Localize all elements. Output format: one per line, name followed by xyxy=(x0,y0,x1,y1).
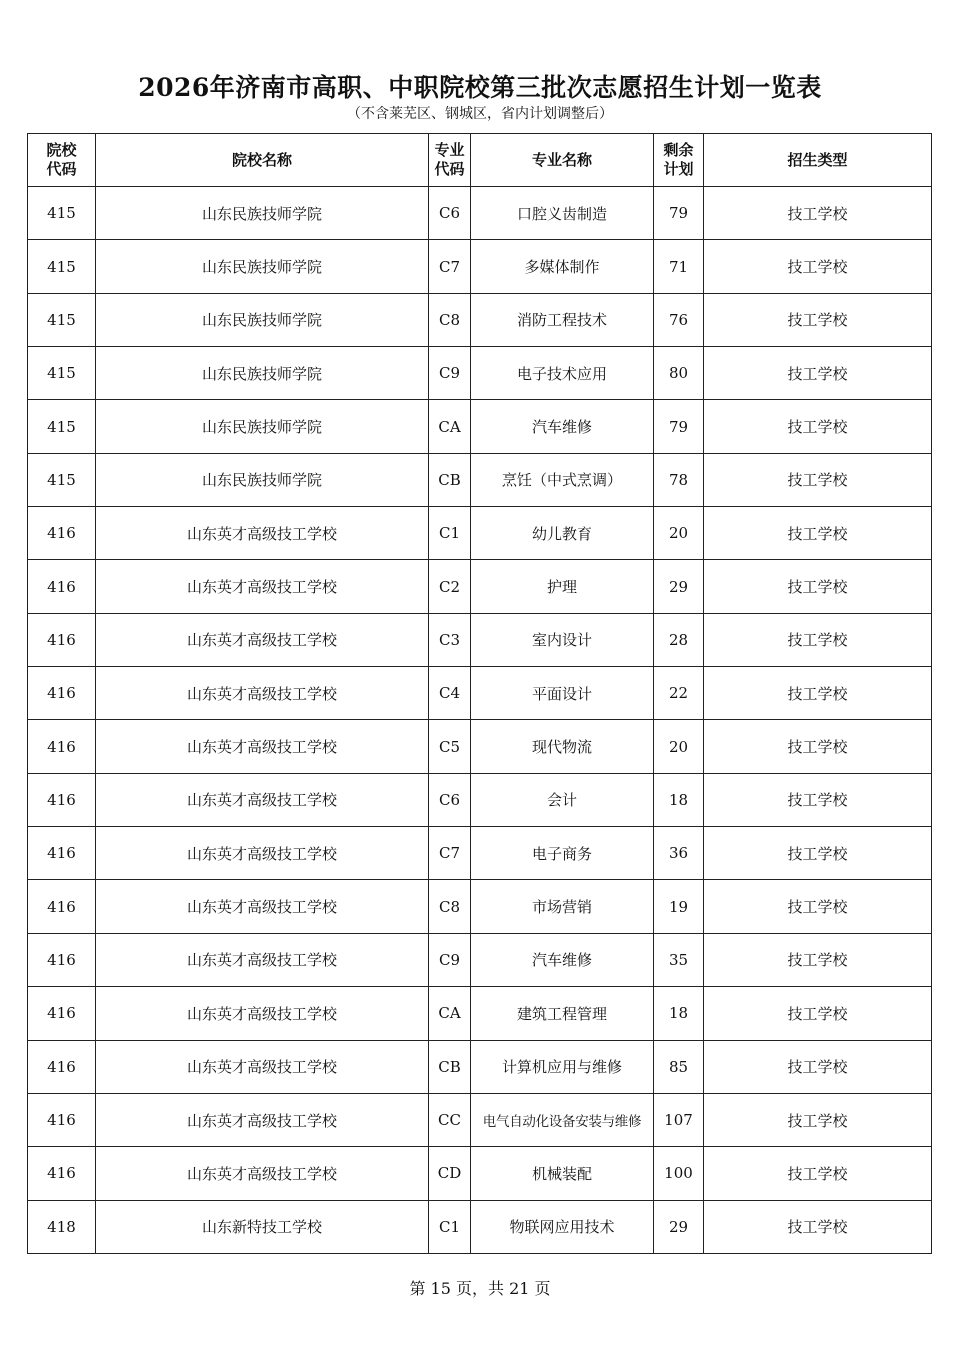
header-major-code: 专业 代码 xyxy=(429,134,471,187)
school-code-cell: 416 xyxy=(28,1147,96,1200)
school-code-cell: 416 xyxy=(28,507,96,560)
major-code-cell: CB xyxy=(429,1040,471,1093)
table-row xyxy=(28,720,932,773)
school-code-cell: 418 xyxy=(28,1200,96,1253)
remaining-plan-cell: 35 xyxy=(654,933,704,986)
enrollment-type-cell: 技工学校 xyxy=(704,1200,932,1253)
school-code-cell: 416 xyxy=(28,1093,96,1146)
table-row xyxy=(28,1093,932,1146)
major-name-cell: 计算机应用与维修 xyxy=(471,1040,654,1093)
table-row xyxy=(28,187,932,240)
major-code-cell: C6 xyxy=(429,773,471,826)
school-name-cell: 山东英才高级技工学校 xyxy=(96,613,429,666)
remaining-plan-cell: 107 xyxy=(654,1093,704,1146)
remaining-plan-cell: 80 xyxy=(654,347,704,400)
enrollment-plan-table xyxy=(27,133,932,1254)
major-name-cell: 平面设计 xyxy=(471,667,654,720)
major-name-cell: 口腔义齿制造 xyxy=(471,187,654,240)
school-code-cell: 416 xyxy=(28,933,96,986)
enrollment-type-cell: 技工学校 xyxy=(704,240,932,293)
enrollment-type-cell: 技工学校 xyxy=(704,347,932,400)
school-name-cell: 山东民族技师学院 xyxy=(96,187,429,240)
school-name-cell: 山东英才高级技工学校 xyxy=(96,773,429,826)
remaining-plan-cell: 100 xyxy=(654,1147,704,1200)
table-row xyxy=(28,880,932,933)
remaining-plan-cell: 85 xyxy=(654,1040,704,1093)
table-row xyxy=(28,1200,932,1253)
remaining-plan-cell: 79 xyxy=(654,400,704,453)
enrollment-type-cell: 技工学校 xyxy=(704,987,932,1040)
table-row xyxy=(28,560,932,613)
enrollment-type-cell: 技工学校 xyxy=(704,933,932,986)
enrollment-type-cell: 技工学校 xyxy=(704,560,932,613)
major-code-cell: C7 xyxy=(429,240,471,293)
school-name-cell: 山东英才高级技工学校 xyxy=(96,987,429,1040)
table-row xyxy=(28,507,932,560)
school-code-cell: 416 xyxy=(28,880,96,933)
major-name-cell: 电子技术应用 xyxy=(471,347,654,400)
school-code-cell: 415 xyxy=(28,400,96,453)
table-row xyxy=(28,400,932,453)
table-row xyxy=(28,240,932,293)
enrollment-type-cell: 技工学校 xyxy=(704,667,932,720)
school-code-cell: 416 xyxy=(28,1040,96,1093)
school-name-cell: 山东英才高级技工学校 xyxy=(96,933,429,986)
major-name-cell: 电气自动化设备安装与维修 xyxy=(471,1093,654,1146)
major-code-cell: C3 xyxy=(429,613,471,666)
school-code-cell: 416 xyxy=(28,773,96,826)
table-row xyxy=(28,773,932,826)
table-row xyxy=(28,293,932,346)
enrollment-type-cell: 技工学校 xyxy=(704,293,932,346)
remaining-plan-cell: 71 xyxy=(654,240,704,293)
major-code-cell: C6 xyxy=(429,187,471,240)
enrollment-type-cell: 技工学校 xyxy=(704,1147,932,1200)
major-code-cell: CD xyxy=(429,1147,471,1200)
school-code-cell: 416 xyxy=(28,613,96,666)
header-major-name: 专业名称 xyxy=(471,134,654,187)
remaining-plan-cell: 22 xyxy=(654,667,704,720)
remaining-plan-cell: 78 xyxy=(654,453,704,506)
major-name-cell: 机械装配 xyxy=(471,1147,654,1200)
school-name-cell: 山东英才高级技工学校 xyxy=(96,720,429,773)
school-name-cell: 山东新特技工学校 xyxy=(96,1200,429,1253)
table-row xyxy=(28,827,932,880)
remaining-plan-cell: 28 xyxy=(654,613,704,666)
remaining-plan-cell: 20 xyxy=(654,720,704,773)
major-code-cell: C8 xyxy=(429,293,471,346)
table-row xyxy=(28,1040,932,1093)
school-name-cell: 山东英才高级技工学校 xyxy=(96,1093,429,1146)
major-code-cell: C1 xyxy=(429,507,471,560)
school-code-cell: 416 xyxy=(28,560,96,613)
school-name-cell: 山东民族技师学院 xyxy=(96,400,429,453)
major-name-cell: 烹饪（中式烹调） xyxy=(471,453,654,506)
enrollment-type-cell: 技工学校 xyxy=(704,773,932,826)
school-code-cell: 416 xyxy=(28,827,96,880)
major-name-cell: 汽车维修 xyxy=(471,933,654,986)
table-row xyxy=(28,1147,932,1200)
school-code-cell: 415 xyxy=(28,293,96,346)
page-subtitle: （不含莱芜区、钢城区，省内计划调整后） xyxy=(347,106,613,122)
table-header-row xyxy=(28,134,932,187)
major-name-cell: 幼儿教育 xyxy=(471,507,654,560)
major-name-cell: 室内设计 xyxy=(471,613,654,666)
remaining-plan-cell: 20 xyxy=(654,507,704,560)
table-row xyxy=(28,613,932,666)
school-name-cell: 山东民族技师学院 xyxy=(96,293,429,346)
school-code-cell: 415 xyxy=(28,453,96,506)
major-name-cell: 消防工程技术 xyxy=(471,293,654,346)
header-enrollment-type: 招生类型 xyxy=(704,134,932,187)
major-name-cell: 市场营销 xyxy=(471,880,654,933)
school-name-cell: 山东英才高级技工学校 xyxy=(96,507,429,560)
table-row xyxy=(28,347,932,400)
remaining-plan-cell: 18 xyxy=(654,773,704,826)
table-row xyxy=(28,987,932,1040)
enrollment-type-cell: 技工学校 xyxy=(704,187,932,240)
major-code-cell: CA xyxy=(429,400,471,453)
table-row xyxy=(28,453,932,506)
school-code-cell: 416 xyxy=(28,987,96,1040)
major-code-cell: CC xyxy=(429,1093,471,1146)
major-name-cell: 护理 xyxy=(471,560,654,613)
major-code-cell: CB xyxy=(429,453,471,506)
school-name-cell: 山东民族技师学院 xyxy=(96,453,429,506)
school-code-cell: 416 xyxy=(28,720,96,773)
major-name-cell: 多媒体制作 xyxy=(471,240,654,293)
school-name-cell: 山东英才高级技工学校 xyxy=(96,827,429,880)
school-name-cell: 山东英才高级技工学校 xyxy=(96,1147,429,1200)
enrollment-type-cell: 技工学校 xyxy=(704,880,932,933)
school-name-cell: 山东英才高级技工学校 xyxy=(96,1040,429,1093)
enrollment-type-cell: 技工学校 xyxy=(704,507,932,560)
major-code-cell: C5 xyxy=(429,720,471,773)
enrollment-type-cell: 技工学校 xyxy=(704,400,932,453)
header-remaining-plan: 剩余 计划 xyxy=(654,134,704,187)
school-name-cell: 山东英才高级技工学校 xyxy=(96,560,429,613)
major-name-cell: 物联网应用技术 xyxy=(471,1200,654,1253)
table-row xyxy=(28,667,932,720)
remaining-plan-cell: 19 xyxy=(654,880,704,933)
remaining-plan-cell: 29 xyxy=(654,560,704,613)
remaining-plan-cell: 36 xyxy=(654,827,704,880)
page-title: 2026年济南市高职、中职院校第三批次志愿招生计划一览表 xyxy=(138,73,822,102)
enrollment-type-cell: 技工学校 xyxy=(704,1040,932,1093)
remaining-plan-cell: 76 xyxy=(654,293,704,346)
school-code-cell: 415 xyxy=(28,240,96,293)
remaining-plan-cell: 18 xyxy=(654,987,704,1040)
school-code-cell: 415 xyxy=(28,347,96,400)
major-name-cell: 建筑工程管理 xyxy=(471,987,654,1040)
major-name-cell: 会计 xyxy=(471,773,654,826)
major-code-cell: C8 xyxy=(429,880,471,933)
major-code-cell: C9 xyxy=(429,347,471,400)
major-code-cell: C1 xyxy=(429,1200,471,1253)
enrollment-type-cell: 技工学校 xyxy=(704,613,932,666)
school-name-cell: 山东民族技师学院 xyxy=(96,240,429,293)
header-school-name: 院校名称 xyxy=(96,134,429,187)
major-code-cell: C7 xyxy=(429,827,471,880)
major-name-cell: 汽车维修 xyxy=(471,400,654,453)
table-row xyxy=(28,933,932,986)
enrollment-type-cell: 技工学校 xyxy=(704,453,932,506)
page-footer: 第 15 页，共 21 页 xyxy=(409,1279,551,1298)
major-code-cell: C2 xyxy=(429,560,471,613)
major-name-cell: 电子商务 xyxy=(471,827,654,880)
major-code-cell: C4 xyxy=(429,667,471,720)
school-code-cell: 415 xyxy=(28,187,96,240)
header-school-code: 院校 代码 xyxy=(28,134,96,187)
remaining-plan-cell: 29 xyxy=(654,1200,704,1253)
major-code-cell: CA xyxy=(429,987,471,1040)
school-code-cell: 416 xyxy=(28,667,96,720)
enrollment-type-cell: 技工学校 xyxy=(704,1093,932,1146)
enrollment-type-cell: 技工学校 xyxy=(704,827,932,880)
major-name-cell: 现代物流 xyxy=(471,720,654,773)
school-name-cell: 山东英才高级技工学校 xyxy=(96,667,429,720)
enrollment-type-cell: 技工学校 xyxy=(704,720,932,773)
school-name-cell: 山东英才高级技工学校 xyxy=(96,880,429,933)
remaining-plan-cell: 79 xyxy=(654,187,704,240)
school-name-cell: 山东民族技师学院 xyxy=(96,347,429,400)
major-code-cell: C9 xyxy=(429,933,471,986)
